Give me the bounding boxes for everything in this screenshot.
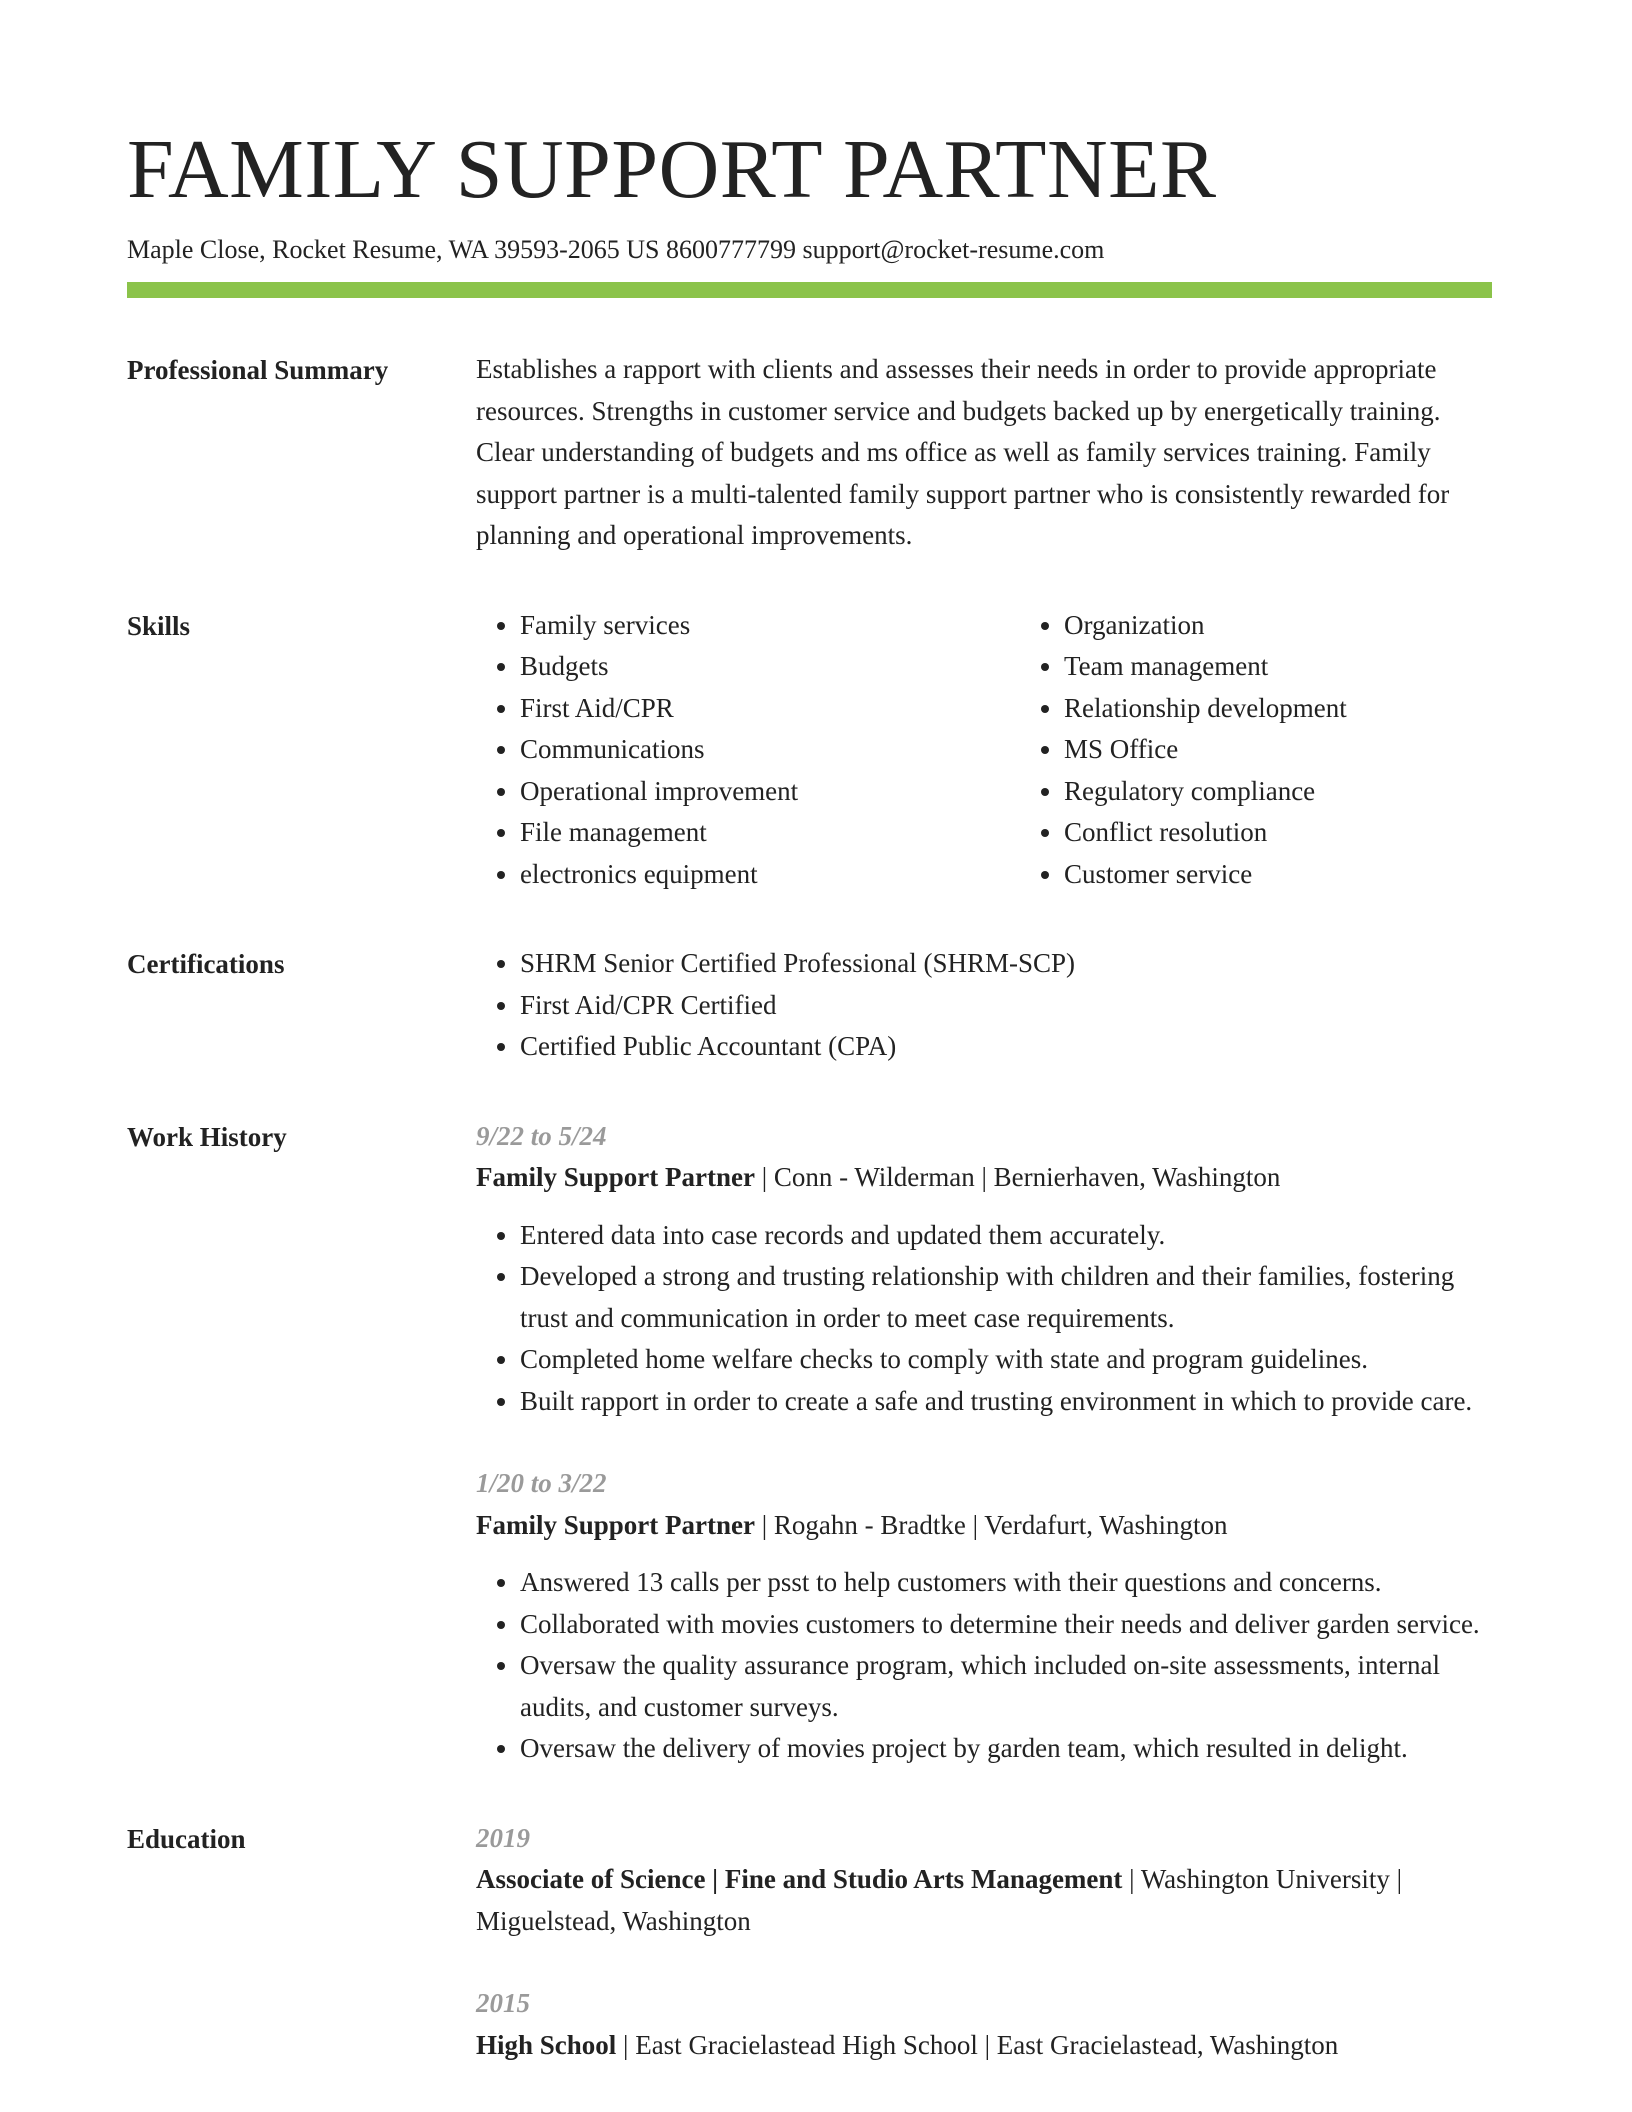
job-title: Family Support Partner bbox=[476, 1509, 755, 1540]
skill-item: • Team management bbox=[1064, 646, 1564, 688]
skill-item: • Conflict resolution bbox=[1064, 812, 1564, 854]
job-dates: 1/20 to 3/22 bbox=[476, 1468, 607, 1498]
job-bullet: • Answered 13 calls per psst to help customers with their questions and concerns. bbox=[520, 1562, 1492, 1604]
skill-item: • Budgets bbox=[520, 646, 1020, 688]
summary-section bbox=[127, 349, 1492, 557]
job-bullet: • Oversaw the delivery of movies project by garden team, which resulted in delight. bbox=[520, 1728, 1492, 1770]
education-entry bbox=[476, 1983, 1492, 2066]
skill-item: • File management bbox=[520, 812, 1020, 854]
skill-item: • Relationship development bbox=[1064, 688, 1564, 730]
skill-item: • Family services bbox=[520, 605, 1020, 647]
education-date: 2015 bbox=[476, 1988, 530, 2018]
job-title: Family Support Partner bbox=[476, 1162, 755, 1192]
education-degree: Associate of Science | Fine and Studio Arts Management bbox=[476, 1864, 1123, 1894]
certification-item: • SHRM Senior Certified Professional (SHRM-SCP) bbox=[520, 943, 1492, 985]
education-line bbox=[476, 1859, 1492, 1942]
skill-item: • Organization bbox=[1064, 605, 1564, 647]
skill-item: • MS Office bbox=[1064, 729, 1564, 771]
summary-text: Establishes a rapport with clients and assesses their needs in order to provide appropriate resources. Strengths in customer service and budgets backed up by energetically training. Clear understanding of budgets and ms office as well as family services training. Family support partner is a multi-talented family support partner who is consistently rewarded for planning and operational improvements. bbox=[476, 354, 1450, 550]
job-bullet: • Collaborated with movies customers to determine their needs and deliver garden service. bbox=[520, 1604, 1492, 1646]
job-details: | Conn - Wilderman | Bernierhaven, Washington bbox=[754, 1162, 1281, 1192]
summary-heading: Professional Summary bbox=[127, 355, 389, 385]
job-details: | Rogahn - Bradtke | Verdafurt, Washington bbox=[754, 1509, 1228, 1540]
candidate-name: FAMILY SUPPORT PARTNER bbox=[127, 123, 1217, 216]
header-divider bbox=[127, 282, 1492, 298]
skill-item: • Regulatory compliance bbox=[1064, 771, 1564, 813]
certification-item: • First Aid/CPR Certified bbox=[520, 985, 1492, 1027]
certifications-heading: Certifications bbox=[127, 949, 285, 979]
education-heading: Education bbox=[127, 1823, 246, 1854]
education-details: | East Gracielastead High School | East Gracielastead, Washington bbox=[616, 2029, 1339, 2060]
skills-list-left bbox=[476, 605, 1020, 896]
certification-item: • Certified Public Accountant (CPA) bbox=[520, 1026, 1492, 1068]
skill-item: • electronics equipment bbox=[520, 854, 1020, 896]
education-section bbox=[127, 1818, 1492, 2067]
education-date: 2019 bbox=[476, 1822, 530, 1853]
education-entry bbox=[476, 1818, 1492, 1943]
education-details: | Washington University | Miguelstead, Washington bbox=[476, 1864, 1403, 1936]
skill-item: • Operational improvement bbox=[520, 771, 1020, 813]
contact-info: Maple Close, Rocket Resume, WA 39593-2065 US 8600777799 support@rocket-resume.com bbox=[127, 235, 1105, 264]
work-history-heading: Work History bbox=[127, 1121, 287, 1152]
job-bullet: • Developed a strong and trusting relationship with children and their families, fostering trust and communication in order to meet case requirements. bbox=[520, 1256, 1492, 1339]
job-header bbox=[476, 1505, 1492, 1547]
job-bullet: • Entered data into case records and updated them accurately. bbox=[520, 1215, 1492, 1257]
skills-heading: Skills bbox=[127, 610, 191, 641]
job-entry bbox=[476, 1463, 1492, 1770]
skill-item: • Customer service bbox=[1064, 854, 1564, 896]
education-degree: High School bbox=[476, 2029, 617, 2060]
certifications-list bbox=[476, 943, 1492, 1068]
job-entry bbox=[476, 1116, 1492, 1423]
skills-section bbox=[127, 605, 1492, 896]
job-bullets bbox=[476, 1562, 1492, 1770]
resume-page bbox=[127, 122, 1492, 2066]
education-line bbox=[476, 2025, 1492, 2067]
job-bullet: • Completed home welfare checks to comply with state and program guidelines. bbox=[520, 1339, 1492, 1381]
job-header bbox=[476, 1157, 1492, 1199]
job-bullets bbox=[476, 1215, 1492, 1423]
job-dates: 9/22 to 5/24 bbox=[476, 1120, 607, 1151]
skills-list-right bbox=[1020, 605, 1564, 896]
work-history-section bbox=[127, 1116, 1492, 1770]
certifications-section bbox=[127, 943, 1492, 1068]
skill-item: • Communications bbox=[520, 729, 1020, 771]
skill-item: • First Aid/CPR bbox=[520, 688, 1020, 730]
job-bullet: • Built rapport in order to create a safe and trusting environment in which to provide care. bbox=[520, 1381, 1492, 1423]
job-bullet: • Oversaw the quality assurance program, which included on-site assessments, internal audits, and customer surveys. bbox=[520, 1645, 1492, 1728]
